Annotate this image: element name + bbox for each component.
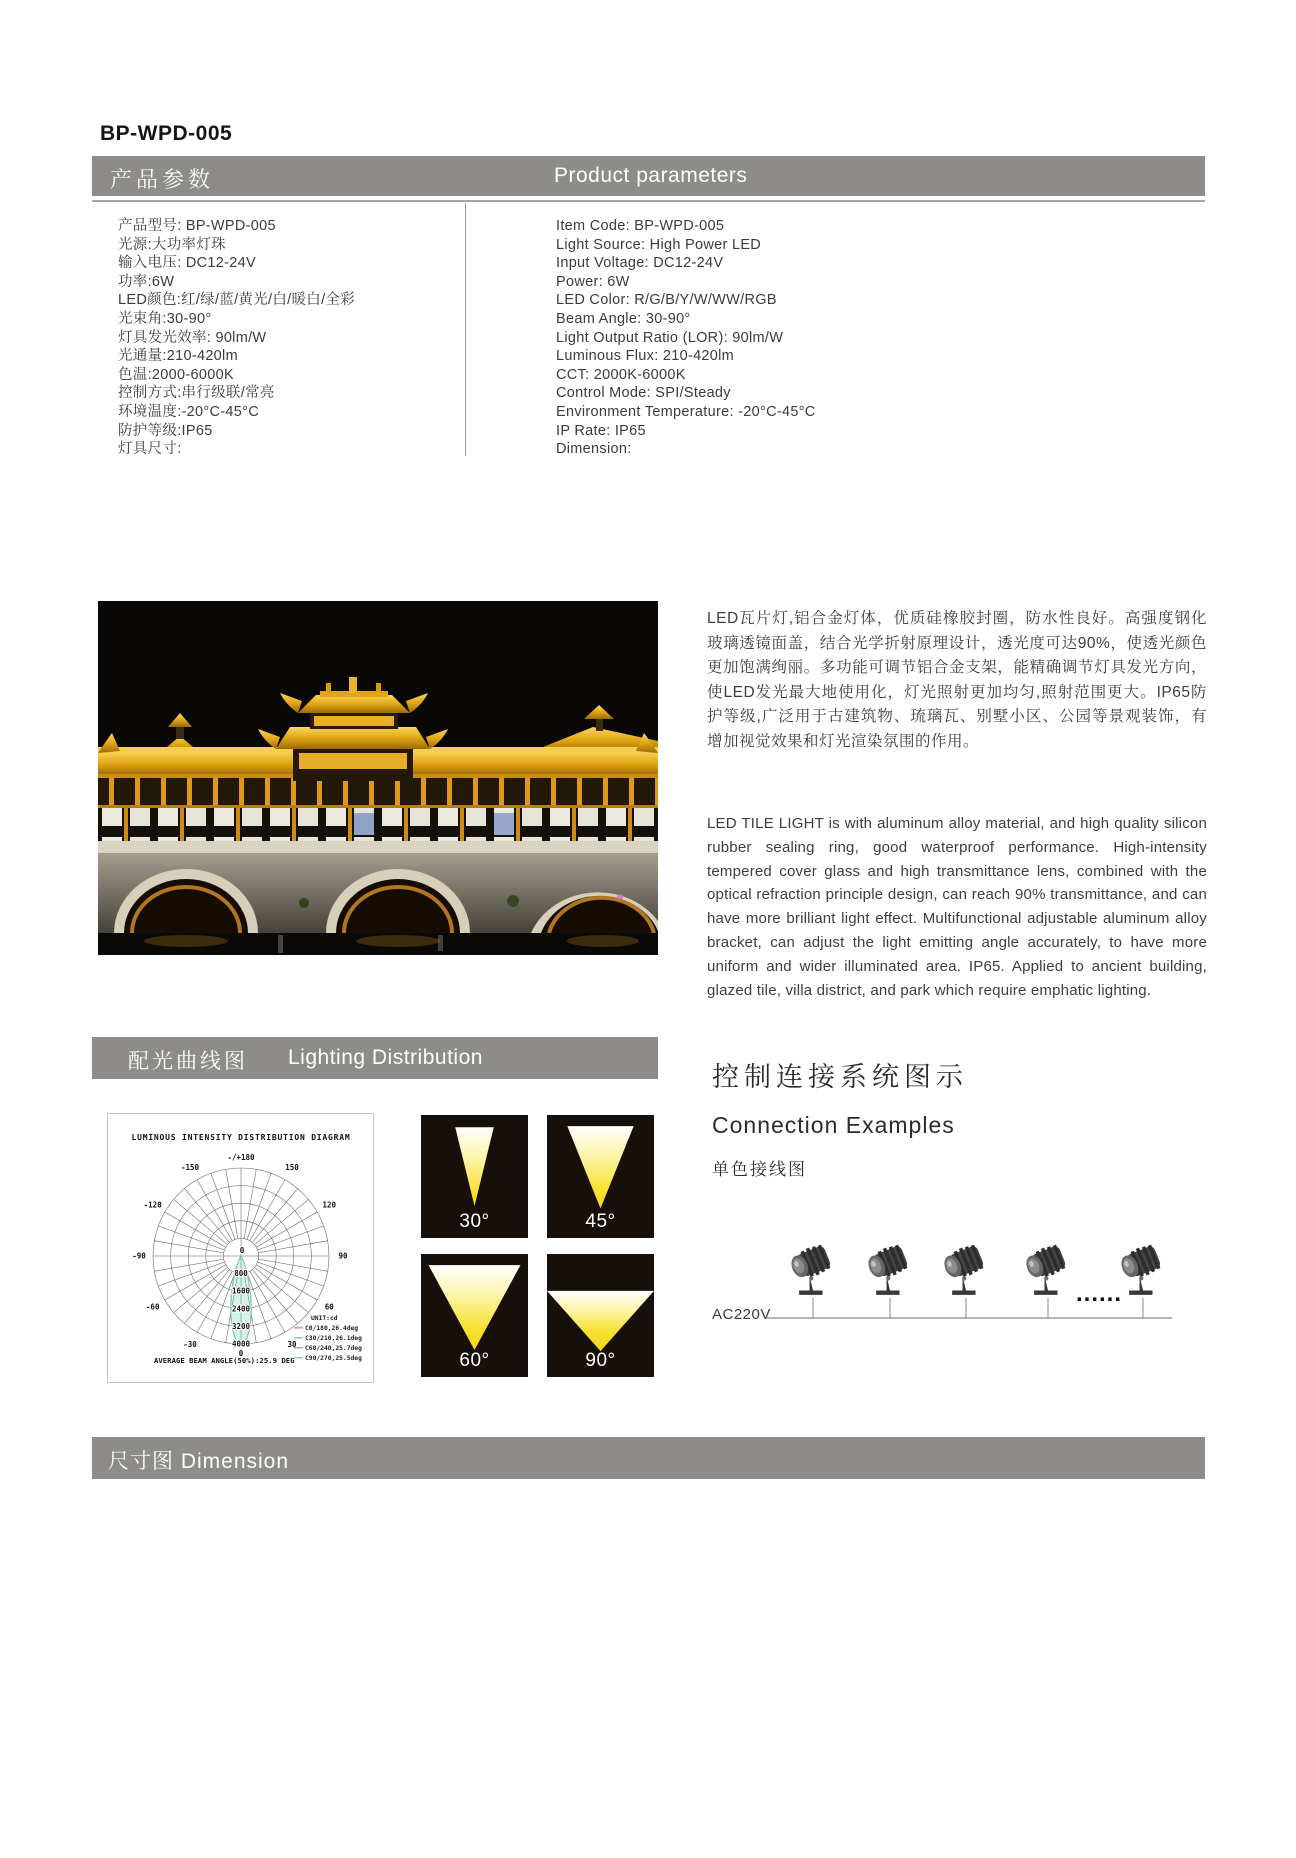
spec-line-zh: 输入电压: DC12-24V (118, 255, 256, 272)
connection-title-zh: 控制连接系统图示 (712, 1062, 968, 1092)
connection-title-en: Connection Examples (712, 1112, 955, 1138)
svg-text:3200: 3200 (231, 1321, 251, 1331)
beam-angle-cone-grid (421, 1115, 661, 1377)
spec-line-zh: 环境温度:-20°C-45°C (118, 403, 259, 420)
specs-list-en (556, 217, 816, 459)
spec-line-en: Item Code: BP-WPD-005 (556, 218, 725, 234)
svg-text:4000: 4000 (231, 1339, 251, 1349)
svg-text:UNIT:cd: UNIT:cd (311, 1315, 338, 1322)
spec-line-en: IP Rate: IP65 (556, 422, 646, 439)
svg-text:0: 0 (238, 1349, 244, 1358)
svg-text:0: 0 (239, 1246, 245, 1255)
description-en: LED TILE LIGHT is with aluminum alloy material, and high quality silicon rubber sealing ring, good waterproof performance. High-intensity tempered cover glass and high transmittance lens, combined with the optical refraction principle design, can reach 90% transmittance, and can have more brilliant light effect. Multifunctional adjustable aluminum alloy bracket, can adjust the light emitting angle accurately, to have more uniform and wider illuminated area. IP65. Applied to ancient building, glazed tile, villa district, and park which require emphatic lighting. (707, 815, 1207, 999)
svg-text:LUMINOUS INTENSITY DISTRIBUTIO: LUMINOUS INTENSITY DISTRIBUTION DIAGRAM (131, 1133, 351, 1142)
specs-list-zh (118, 217, 355, 459)
dimension-header-label: 尺寸图 Dimension (108, 1450, 290, 1473)
svg-text:800: 800 (234, 1269, 248, 1279)
spec-line-zh: 产品型号: BP-WPD-005 (118, 218, 276, 234)
spotlight-fixture (864, 1242, 909, 1294)
spotlight-fixture (1117, 1242, 1162, 1294)
beam-angle-label: 60° (459, 1350, 490, 1371)
spotlight-fixture (940, 1242, 985, 1294)
beam-cone (547, 1115, 654, 1238)
svg-text:150: 150 (285, 1163, 299, 1173)
spec-line-en: Dimension: (556, 441, 632, 458)
svg-text:C60/240,25.7deg: C60/240,25.7deg (305, 1345, 362, 1352)
svg-text:-/+180: -/+180 (227, 1153, 255, 1162)
beam-angle-label: 30° (459, 1211, 490, 1232)
spec-column-divider (465, 203, 466, 456)
lighting-distribution-label-en: Lighting Distribution (288, 1046, 483, 1069)
continuation-dots: ...... (1076, 1280, 1123, 1307)
spec-line-en: Light Output Ratio (LOR): 90lm/W (556, 329, 784, 346)
svg-text:AVERAGE BEAM ANGLE(50%):25.9 D: AVERAGE BEAM ANGLE(50%):25.9 DEG (154, 1356, 295, 1365)
svg-text:90: 90 (338, 1251, 348, 1261)
svg-text:-60: -60 (145, 1302, 160, 1312)
spec-line-en: Control Mode: SPI/Steady (556, 385, 731, 402)
beam-cone (421, 1115, 528, 1238)
beam-angle-label: 45° (585, 1211, 616, 1232)
description-zh: LED瓦片灯,铝合金灯体，优质硅橡胶封圈，防水性良好。高强度钢化玻璃透镜面盖，结合光学折射原理设计，透光度可达90%，使透光颜色更加饱满绚丽。多功能可调节铝合金支架，能精确调节灯具发光方向，使LED发光最大地使用化，灯光照射更加均匀,照射范围更大。IP65防护等级,广泛用于古建筑物、琉璃瓦、别墅小区、公园等景观装饰，有增加视觉效果和灯光渲染氛围的作用。 (707, 610, 1207, 750)
svg-text:1600: 1600 (231, 1286, 251, 1296)
beam-cone (421, 1254, 528, 1377)
spec-line-zh: 灯具尺寸: (118, 441, 182, 458)
svg-text:60: 60 (324, 1302, 334, 1312)
svg-text:C90/270,25.5deg: C90/270,25.5deg (305, 1355, 362, 1362)
spec-line-zh: 灯具发光效率: 90lm/W (118, 329, 267, 346)
product-parameters-header-bar (92, 156, 1205, 196)
spec-line-zh: 防护等级:IP65 (118, 422, 213, 439)
connection-diagram (765, 1236, 1180, 1322)
spec-line-zh: LED颜色:红/绿/蓝/黄光/白/暖白/全彩 (118, 292, 356, 309)
spec-line-en: Beam Angle: 30-90° (556, 310, 691, 327)
spec-line-en: LED Color: R/G/B/Y/W/WW/RGB (556, 292, 777, 309)
spec-line-zh: 光源:大功率灯珠 (118, 236, 226, 253)
spec-line-zh: 控制方式:串行级联/常亮 (118, 385, 275, 402)
product-parameters-label-en: Product parameters (554, 164, 748, 187)
spec-line-en: Environment Temperature: -20°C-45°C (556, 403, 816, 420)
spec-line-en: CCT: 2000K-6000K (556, 366, 686, 383)
svg-text:-120: -120 (143, 1200, 162, 1210)
product-parameters-label-zh: 产品参数 (110, 167, 215, 192)
svg-text:-150: -150 (180, 1163, 200, 1173)
spotlight-fixture (787, 1242, 832, 1294)
lighting-distribution-label-zh: 配光曲线图 (128, 1050, 248, 1073)
bridge-night-illustration (98, 601, 658, 955)
svg-text:120: 120 (322, 1200, 337, 1210)
page-title: BP-WPD-005 (100, 122, 233, 145)
spec-line-en: Light Source: High Power LED (556, 236, 762, 253)
spec-line-zh: 光束角:30-90° (118, 310, 212, 327)
svg-text:C30/210,26.1deg: C30/210,26.1deg (305, 1335, 362, 1342)
dimension-header-bar (92, 1437, 1205, 1479)
lighting-distribution-header-bar (92, 1037, 658, 1079)
svg-text:-30: -30 (183, 1339, 197, 1349)
spotlight-fixture (1022, 1242, 1067, 1294)
beam-angle-label: 90° (585, 1350, 616, 1371)
connection-subtitle-zh: 单色接线图 (712, 1160, 807, 1179)
beam-cone (547, 1254, 654, 1377)
svg-text:2400: 2400 (231, 1304, 251, 1314)
power-source-label: AC220V (712, 1306, 771, 1323)
svg-text:C0/180,26.4deg: C0/180,26.4deg (305, 1325, 359, 1332)
spec-line-en: Power: 6W (556, 273, 630, 290)
application-photo-bridge-night (98, 601, 658, 955)
spec-line-en: Input Voltage: DC12-24V (556, 255, 724, 272)
svg-text:30: 30 (287, 1339, 297, 1349)
header-divider-line (92, 200, 1205, 202)
spec-line-zh: 功率:6W (118, 273, 175, 290)
spec-line-zh: 光通量:210-420lm (118, 348, 238, 365)
svg-text:-90: -90 (132, 1251, 146, 1261)
luminous-intensity-diagram (107, 1113, 374, 1383)
spec-line-en: Luminous Flux: 210-420lm (556, 348, 735, 365)
spec-line-zh: 色温:2000-6000K (118, 366, 234, 383)
